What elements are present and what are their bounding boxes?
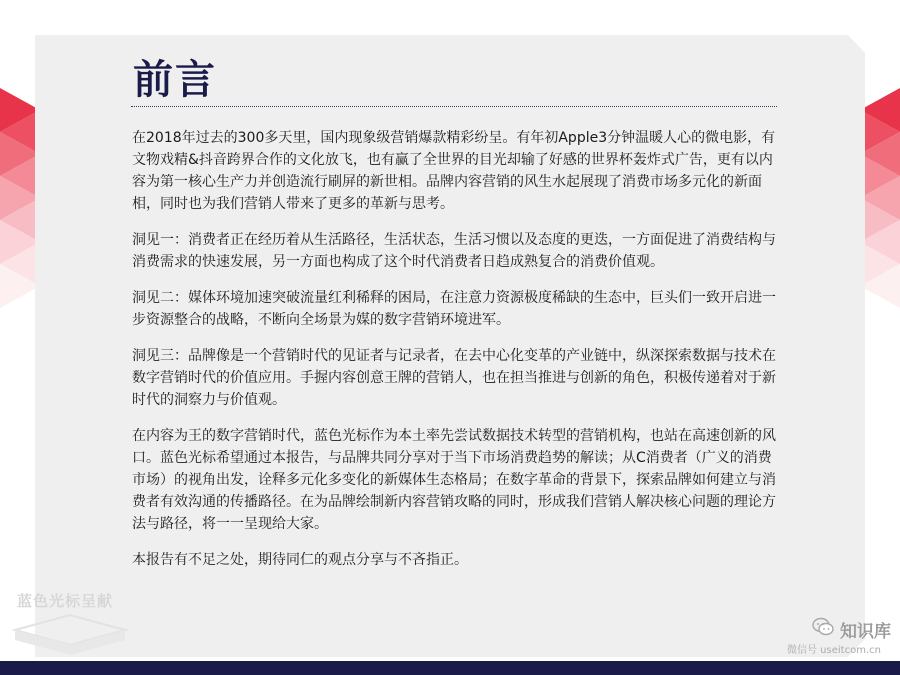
- paragraph-intro: 在2018年过去的300多天里，国内现象级营销爆款精彩纷呈。有年初Apple3分钟温暖人心的微电影，有文物戏精&抖音跨界合作的文化放飞，也有赢了全世界的目光却输了好感的世界杯轰炸式广告，更有以内容为第一核心生产力并创造流行刷屏的新世相。品牌内容营销的风生水起展现了消费市场多元化的新面相，同时也为我们营销人带来了更多的革新与思考。: [132, 130, 776, 212]
- paragraph-insight-1: 洞见一：消费者正在经历着从生活路径，生活状态，生活习惯以及态度的更迭，一方面促进了消费结构与消费需求的快速发展，另一方面也构成了这个时代消费者日趋成熟复合的消费价值观。: [132, 232, 776, 270]
- bottom-bar: [0, 661, 900, 675]
- paragraph-bluefocus: 在内容为王的数字营销时代，蓝色光标作为本土率先尝试数据技术转型的营销机构，也站在高速创新的风口。蓝色光标希望通过本报告，与品牌共同分享对于当下市场消费趋势的解读；从C消费者（广义的消费市场）的视角出发，诠释多元化多变化的新媒体生态格局；在数字革命的背景下，探索品牌如何建立与消费者有效沟通的传播路径。在为品牌绘制新内容营销攻略的同时，形成我们营销人解决核心问题的理论方法与路径，将一一呈现给大家。: [132, 428, 776, 532]
- right-triangle-decoration: [860, 88, 900, 313]
- watermark-right-subtext: 微信号 useitcom.cn: [787, 645, 881, 656]
- wechat-icon: [812, 617, 834, 637]
- page-title: 前言: [133, 57, 217, 103]
- watermark-left-text: 蓝色光标呈献: [17, 592, 114, 610]
- paragraph-insight-3: 洞见三：品牌像是一个营销时代的见证者与记录者，在去中心化变革的产业链中，纵深探索数据与技术在数字营销时代的价值应用。手握内容创意王牌的营销人，也在担当推进与创新的角色，积极传递着对于新时代的洞察力与价值观。: [132, 348, 776, 408]
- paragraph-insight-2: 洞见二：媒体环境加速突破流量红利稀释的困局，在注意力资源极度稀缺的生态中，巨头们一致开启进一步资源整合的战略，不断向全场景为媒的数字营销环境进军。: [132, 290, 776, 328]
- watermark-right-text: 知识库: [840, 622, 891, 642]
- left-triangle-decoration: [0, 88, 40, 313]
- title-divider: [131, 106, 777, 107]
- watermark-box-icon: [5, 610, 135, 655]
- paragraph-closing: 本报告有不足之处，期待同仁的观点分享与不吝指正。: [132, 552, 468, 568]
- body-text: [132, 127, 782, 585]
